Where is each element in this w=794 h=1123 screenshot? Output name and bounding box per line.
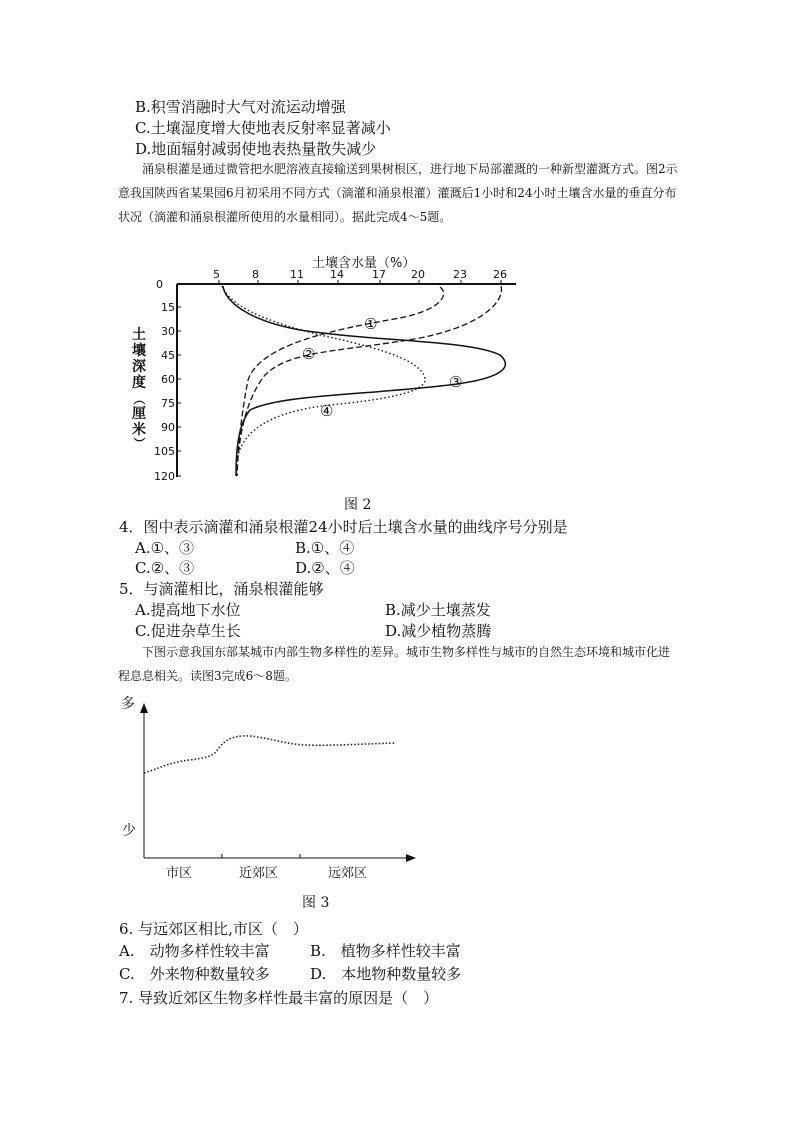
q4-option-c: C.②、③: [135, 559, 195, 577]
svg-text:）: ）: [132, 437, 146, 450]
fig2-ytick-45: 45: [161, 349, 175, 362]
fig2-ytick-30: 30: [161, 325, 175, 338]
svg-text:壤: 壤: [132, 343, 146, 359]
fig2-curve-4: [222, 286, 425, 476]
svg-text:度: 度: [132, 375, 146, 391]
q6-option-c: C. 外来物种数量较多: [119, 965, 270, 983]
q4-option-b: B.①、④: [295, 539, 355, 557]
fig2-ytick-120: 120: [154, 470, 175, 483]
option-b-prev: B.积雪消融时大气对流运动增强: [135, 98, 346, 116]
fig2-ytick-75: 75: [161, 397, 175, 410]
fig2-label-3: ③: [449, 373, 463, 391]
svg-text:米: 米: [132, 422, 146, 438]
fig3-y-top-label: 多: [121, 696, 135, 712]
figure-2-caption: 图 2: [344, 497, 372, 513]
svg-text:（: （: [132, 393, 146, 406]
fig2-xtick-11: 11: [290, 268, 304, 281]
q4-option-d: D.②、④: [295, 559, 355, 577]
svg-text:厘: 厘: [132, 406, 146, 422]
fig3-x-label-suburban: 近郊区: [239, 866, 279, 881]
fig2-ytick-60: 60: [161, 373, 175, 386]
fig2-xtick-26: 26: [493, 268, 507, 281]
fig2-ytick-90: 90: [161, 421, 175, 434]
fig2-label-1: ①: [364, 315, 378, 333]
fig3-diversity-curve: [144, 736, 395, 773]
fig3-y-bottom-label: 少: [122, 823, 136, 839]
q4-stem: 4．图中表示滴灌和涌泉根灌24小时后土壤含水量的曲线序号分别是: [119, 518, 568, 536]
fig2-ytick-105: 105: [154, 445, 175, 458]
fig2-xtick-5: 5: [213, 268, 220, 281]
fig2-label-2: ②: [302, 345, 316, 363]
fig2-xtick-14: 14: [330, 268, 344, 281]
passage-2: 下图示意我国东部某城市内部生物多样性的差异。城市生物多样性与城市的自然生态环境和城市化进程息息相关。读图3完成6～8题。: [118, 645, 671, 683]
fig2-label-4: ④: [320, 402, 334, 420]
fig2-xtick-20: 20: [411, 268, 425, 281]
q5-option-c: C.促进杂草生长: [135, 622, 241, 640]
option-d-prev: D.地面辐射减弱使地表热量散失减少: [135, 140, 377, 158]
fig2-y-title: [131, 326, 147, 449]
svg-text:深: 深: [132, 359, 146, 375]
q5-option-b: B.减少土壤蒸发: [385, 601, 491, 619]
passage-1: 涌泉根灌是通过微管把水肥溶液直接输送到果树根区，进行地下局部灌溉的一种新型灌溉方式。图2示意我国陕西省某果园6月初采用不同方式（滴灌和涌泉根灌）灌溉后1小时和24小时土壤含水量的垂直分布状况（滴灌和涌泉根灌所使用的水量相同）。据此完成4～5题。: [118, 162, 678, 224]
q6-stem: 6. 与远郊区相比,市区（ ）: [119, 920, 308, 938]
fig3-x-label-urban: 市区: [166, 866, 193, 881]
q5-stem: 5．与滴灌相比，涌泉根灌能够: [119, 580, 324, 598]
fig2-xtick-8: 8: [252, 268, 259, 281]
q5-option-a: A.提高地下水位: [135, 601, 241, 619]
fig3-x-label-exurban: 远郊区: [328, 866, 368, 881]
svg-text:土: 土: [132, 327, 146, 343]
fig2-x-title: 土壤含水量（%）: [312, 256, 416, 271]
figure-3-caption: 图 3: [302, 895, 330, 911]
option-c-prev: C.土壤湿度增大使地表反射率显著减小: [135, 119, 391, 137]
q7-stem: 7. 导致近郊区生物多样性最丰富的原因是（ ）: [119, 989, 439, 1007]
figure-3-chart: [121, 696, 416, 881]
fig2-ytick-0: 0: [156, 278, 163, 291]
fig2-ytick-15: 15: [161, 301, 175, 314]
q5-option-d: D.减少植物蒸腾: [385, 622, 492, 640]
q6-option-a: A. 动物多样性较丰富: [119, 942, 270, 960]
fig3-x-arrow: [406, 854, 416, 862]
q6-option-b: B. 植物多样性较丰富: [310, 942, 461, 960]
fig3-y-arrow: [140, 703, 148, 713]
fig2-xtick-17: 17: [372, 268, 386, 281]
q6-option-d: D. 本地物种数量较多: [310, 965, 462, 983]
fig2-xtick-23: 23: [453, 268, 467, 281]
q4-option-a: A.①、③: [135, 539, 195, 557]
fig2-curve-1: [237, 287, 444, 476]
